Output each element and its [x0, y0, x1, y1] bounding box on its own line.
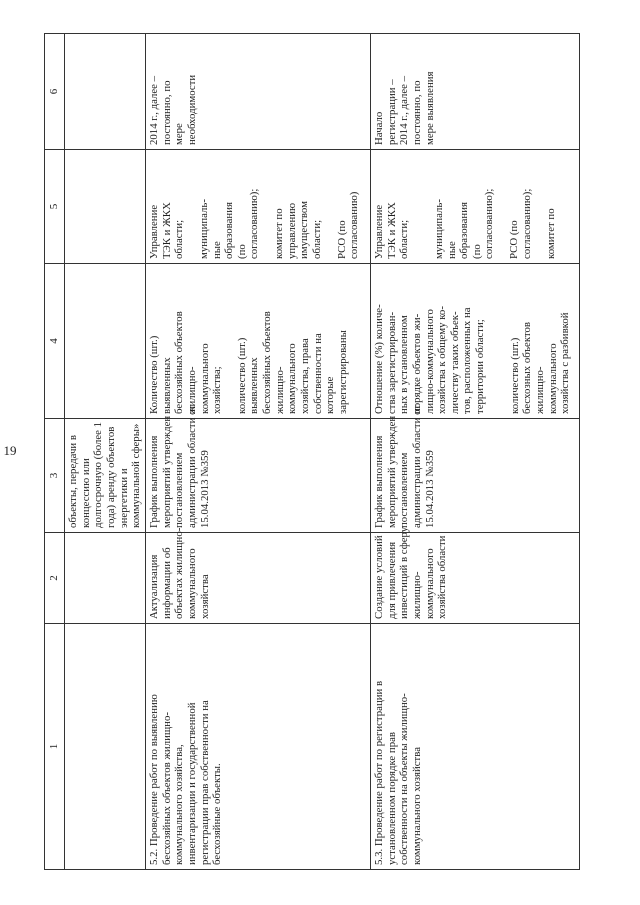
text-line: лищно-коммунального [423, 309, 436, 414]
text-line: информации об [160, 547, 173, 619]
text-line: концессию или [79, 458, 92, 528]
text-line: согласованию) [348, 191, 361, 259]
responsible-text [273, 154, 324, 259]
indicator-cell [371, 264, 580, 419]
responsible-text [433, 154, 496, 259]
text-line: регистрации – [385, 79, 398, 145]
responsible-text [373, 154, 411, 259]
text-line: инвестиций в сферу [398, 526, 411, 619]
measures-table [44, 33, 580, 870]
text-line: коммунального хозяйства, [173, 744, 186, 865]
text-line: установленном порядке прав [385, 732, 398, 865]
column-number-2: 2 [45, 533, 65, 624]
text-line: 5.3. Проведение работ по регистрации в [373, 680, 385, 865]
result-cell [371, 526, 580, 624]
text-line: выявленных [160, 357, 173, 414]
indicator-text [236, 268, 350, 414]
deadline-text [373, 38, 436, 145]
responsible-text [545, 154, 558, 259]
result-cell [65, 533, 146, 624]
text-line: области; [173, 219, 186, 259]
text-line: количество (шт.) [508, 337, 521, 414]
text-line: 2014 г., далее – [398, 75, 411, 145]
table-header-row [45, 34, 65, 870]
text-line: коммунального [198, 343, 211, 414]
text-line: жилищно- [410, 571, 423, 619]
text-line: личеству таких объек- [448, 311, 461, 414]
text-line: (по [470, 244, 483, 259]
text-line: коммунального [546, 343, 559, 414]
text-line: жилищно- [273, 366, 286, 414]
text-line: График выполнения [373, 435, 385, 528]
text-line: 2014 г., далее – [148, 75, 160, 145]
text-line: регистрации прав собственности на [198, 700, 211, 865]
responsible-cell [146, 150, 371, 264]
text-line: управлению [285, 202, 298, 259]
text-line: постоянно, по [160, 80, 173, 145]
text-line: согласованию); [520, 188, 533, 259]
result-text [148, 527, 211, 619]
text-line: инвентаризации и государственной [185, 702, 198, 865]
text-line: ТЭК и ЖКХ [160, 202, 173, 259]
text-line: жилищно- [533, 366, 546, 414]
text-line: образования [223, 202, 236, 259]
text-line: муниципаль- [432, 199, 445, 259]
text-line: для привлечения [385, 541, 398, 619]
text-line: администрации области от [185, 404, 198, 528]
text-line: коммунального [286, 343, 299, 414]
indicator-text [509, 268, 572, 414]
column-number-1: 1 [45, 624, 65, 870]
indicator-text [148, 268, 224, 414]
text-line: тов, расположенных на [461, 307, 474, 414]
text-line: выявленных [248, 357, 261, 414]
text-line: ных в установленном [398, 315, 411, 414]
text-line: ТЭК и ЖКХ [385, 202, 398, 259]
page-number: 19 [3, 443, 17, 458]
text-line: собственности на [311, 333, 324, 414]
text-line: бесхозяйных объектов [261, 311, 273, 414]
text-line: объектах жилищно- [173, 527, 186, 619]
result-cell [146, 527, 371, 624]
text-line: образования [458, 202, 471, 259]
text-line: ства зарегистрирован- [385, 311, 398, 414]
measure-cell [146, 624, 371, 870]
text-line: бесхозяйных объектов [173, 311, 186, 414]
text-line: мероприятий утвержден [385, 415, 398, 528]
text-line: РСО (по [335, 220, 348, 259]
document-text [67, 423, 143, 528]
result-text [373, 526, 449, 619]
text-line: комитет по [273, 208, 285, 259]
text-line: бесхозяйных объектов жилищно- [160, 712, 173, 865]
text-line: постоянно, по [410, 80, 423, 145]
responsible-text [148, 154, 186, 259]
text-line: имуществом [298, 201, 311, 259]
responsible-cell [65, 150, 146, 264]
deadline-cell [371, 34, 580, 150]
text-line: хозяйства к общему ко- [436, 306, 449, 414]
document-text [148, 404, 211, 528]
text-line: согласованию); [483, 188, 496, 259]
text-line: Актуализация [148, 554, 160, 619]
document-cell [146, 404, 371, 533]
deadline-text [148, 38, 199, 145]
text-line: коммунального [423, 548, 436, 619]
text-line: График выполнения [148, 435, 160, 528]
text-line: порядке объектов жи- [410, 313, 423, 414]
text-line: количество (шт.) [235, 337, 248, 414]
text-line: Отношение (%) количе- [373, 304, 385, 414]
text-line: Количество (шт.) [148, 335, 160, 414]
text-line: хозяйства; [211, 366, 224, 414]
text-line: Управление [373, 204, 385, 259]
text-line: коммунального [185, 548, 198, 619]
text-line: которые [324, 376, 337, 414]
text-line: жилищно- [185, 366, 198, 414]
indicator-text [373, 268, 487, 414]
text-line: территории области; [474, 319, 486, 414]
column-number-3: 3 [45, 419, 65, 533]
measure-text [148, 628, 224, 865]
text-line: 15.04.2013 №359 [423, 450, 436, 528]
indicator-cell [65, 264, 146, 419]
measure-text [373, 628, 424, 865]
text-line: объекты, передачи в [67, 435, 79, 528]
text-line: года) аренду объектов [104, 426, 117, 528]
deadline-cell [146, 34, 371, 150]
text-line: области; [310, 219, 323, 259]
text-line: согласованию); [248, 188, 261, 259]
text-line: ные [210, 241, 223, 259]
text-line: постановлением [398, 452, 411, 528]
text-line: мероприятий утвержден [160, 415, 173, 528]
text-line: Начало [373, 111, 385, 145]
table-row [146, 34, 371, 870]
responsible-cell [371, 150, 580, 264]
responsible-text [336, 154, 361, 259]
indicator-cell [146, 264, 371, 419]
text-line: постановлением [173, 452, 186, 528]
responsible-text [198, 154, 261, 259]
document-cell [371, 404, 580, 533]
column-number-6: 6 [45, 34, 65, 150]
text-line: бесхозяйные объекты. [211, 763, 224, 865]
text-line: зарегистрированы [336, 330, 349, 414]
text-line: мере [173, 123, 186, 145]
deadline-cell [65, 34, 146, 150]
text-line: бесхозных объектов [521, 321, 534, 414]
text-line: Создание условий [373, 535, 385, 619]
responsible-text [508, 154, 533, 259]
text-line: коммунальной сферы» [130, 423, 143, 528]
text-line: энергетики и [117, 468, 130, 528]
text-line: Управление [148, 204, 160, 259]
rotated-table-container [44, 34, 604, 870]
text-line: (по [235, 244, 248, 259]
text-line: долгосрочную (более 1 [92, 421, 105, 528]
text-line: хозяйства с разбивкой [559, 312, 572, 414]
text-line: области; [398, 219, 411, 259]
document-cell [65, 419, 146, 533]
column-number-4: 4 [45, 264, 65, 419]
text-line: ные [445, 241, 458, 259]
text-line: 5.2. Проведение работ по выявлению [148, 694, 160, 865]
text-line: собственности на объекты жилищно- [398, 693, 411, 865]
text-line: хозяйства [198, 574, 211, 619]
text-line: хозяйства области [436, 535, 449, 619]
text-line: мере выявления [423, 71, 436, 145]
text-line: необходимости [185, 74, 198, 145]
column-number-5: 5 [45, 150, 65, 264]
text-line: РСО (по [508, 220, 520, 259]
text-line: администрации области от [410, 404, 423, 528]
measure-cell [65, 624, 146, 870]
table-row [65, 34, 146, 870]
table-row [371, 34, 580, 870]
text-line: муниципаль- [197, 199, 210, 259]
text-line: хозяйства, права [298, 338, 311, 414]
document-text [373, 404, 436, 528]
measure-cell [371, 624, 580, 870]
text-line: 15.04.2013 №359 [198, 450, 211, 528]
text-line: коммунального хозяйства [410, 746, 423, 865]
text-line: комитет по [545, 208, 558, 259]
